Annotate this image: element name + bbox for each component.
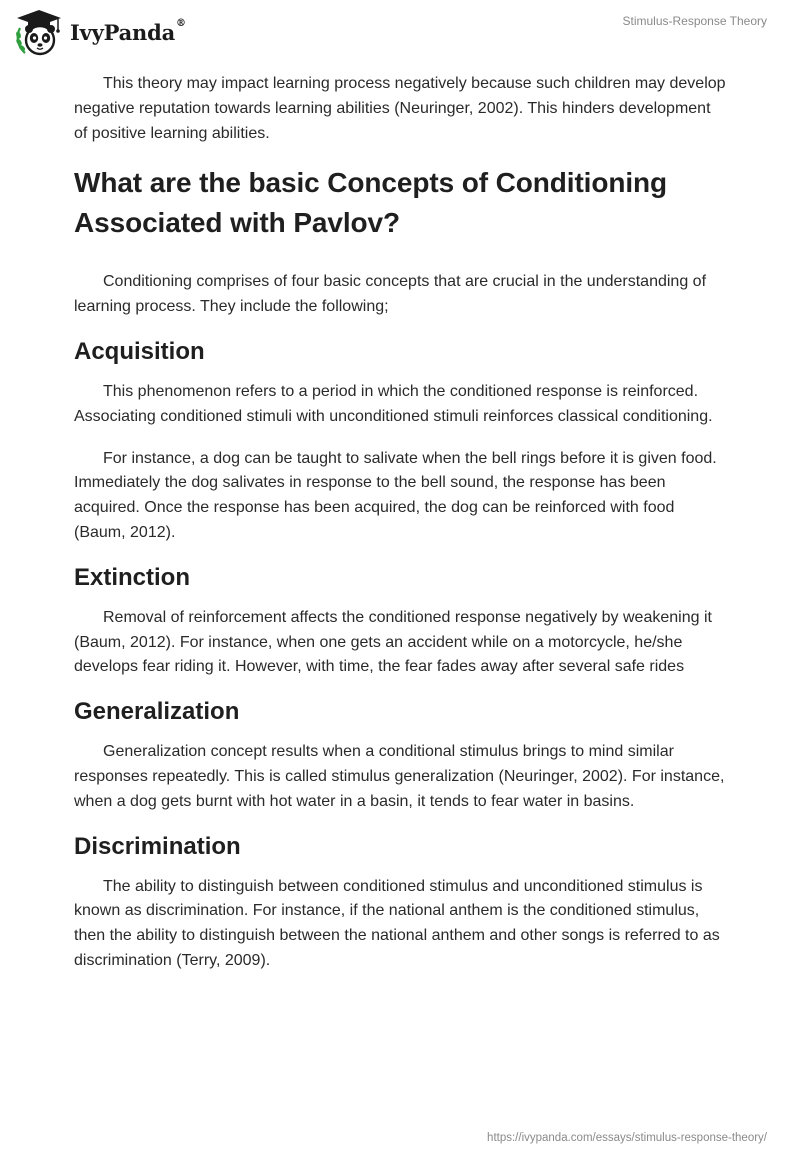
paragraph: Removal of reinforcement affects the conditioned response negatively by weakening it (Baum, 2012). For instance, when one gets an accident while on a motorcycle, he/she develops fear riding it. However, with time, the fear fades away after several safe rides [74,608,712,676]
brand-name: IvyPanda® [70,17,186,45]
main-paragraph: Conditioning comprises of four basic concepts that are crucial in the understanding of learning process. They include the following; [74,273,707,316]
section-heading-extinction: Extinction [74,563,191,591]
essay-content [74,72,726,991]
paragraph: For instance, a dog can be taught to salivate when the bell rings before it is given food. Immediately the dog salivates in response to the bell sound, the response has been acquired. Once the response has been acquired, the dog can be reinforced with food (Baum, 2012). [74,449,717,541]
section-heading-discrimination: Discrimination [74,832,241,860]
page-header [0,0,800,60]
brand-logo[interactable] [14,8,186,56]
source-url-link[interactable]: https://ivypanda.com/essays/stimulus-response-theory/ [487,1132,767,1144]
section-heading-acquisition: Acquisition [74,337,205,365]
intro-paragraph: This theory may impact learning process negatively because such children may develop negative reputation towards learning abilities (Neuringer, 2002). This hinders development of positive learning abilities. [74,75,726,142]
paragraph: The ability to distinguish between conditioned stimulus and unconditioned stimulus is known as discrimination. For instance, if the national anthem is the conditioned stimulus, then the ability to distinguish between the national anthem and other songs is referred to as discrimination (Terry, 2009). [74,877,720,969]
panda-graduate-icon [14,8,64,56]
paragraph: This phenomenon refers to a period in which the conditioned response is reinforced. Associating conditioned stimuli with unconditioned stimuli reinforces classical conditioning. [74,382,713,425]
document-title: Stimulus-Response Theory [622,14,767,28]
main-heading: What are the basic Concepts of Conditioning Associated with Pavlov? [74,167,668,239]
section-heading-generalization: Generalization [74,698,240,726]
paragraph: Generalization concept results when a conditional stimulus brings to mind similar responses repeatedly. This is called stimulus generalization (Neuringer, 2002). For instance, when a dog gets burnt with hot water in a basin, it tends to fear water in basins. [74,743,725,810]
